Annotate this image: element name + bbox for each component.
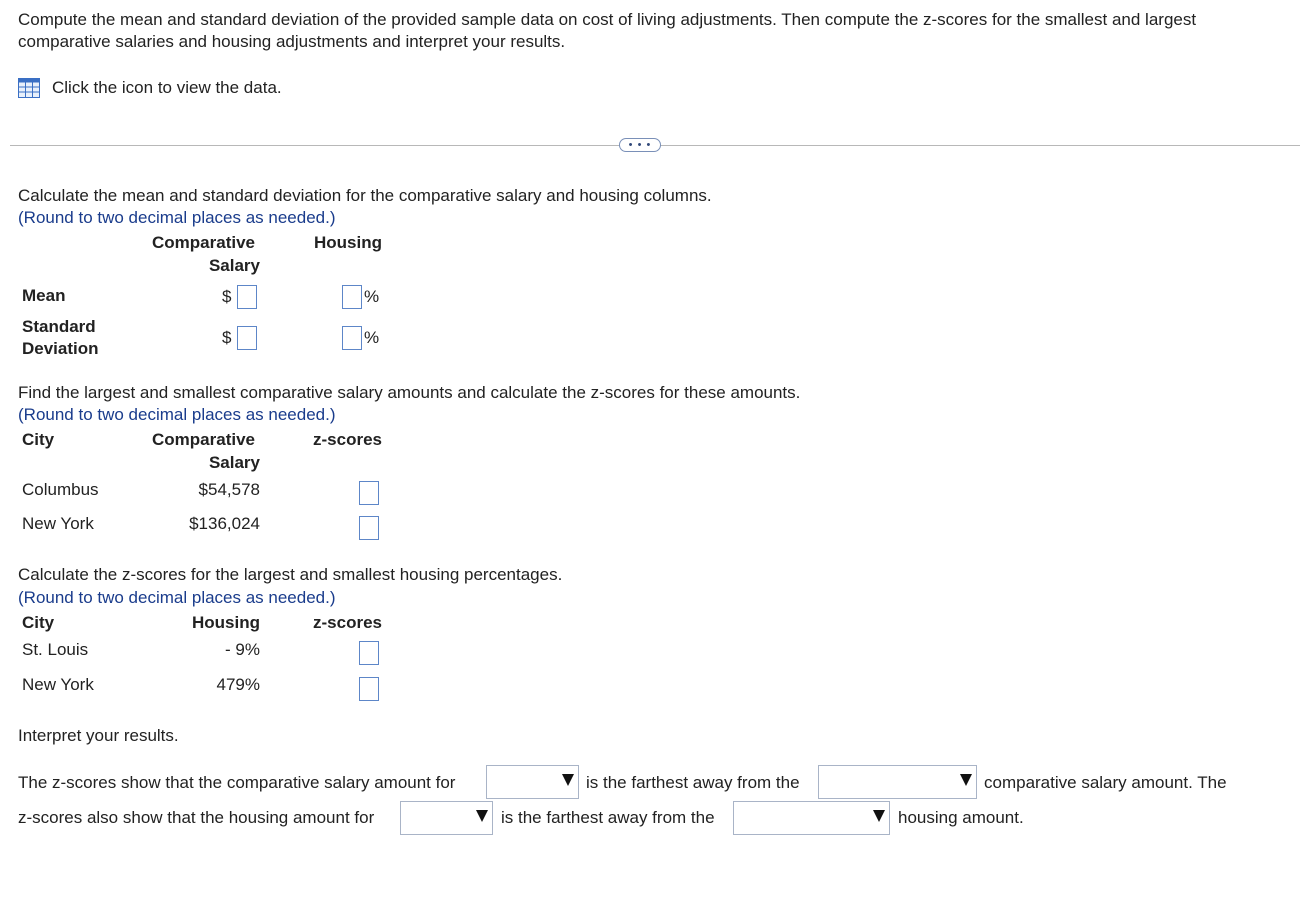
header-z-scores: z-scores [313, 430, 382, 449]
city-housing-dropdown[interactable] [400, 801, 493, 835]
header-salary: Salary [208, 256, 260, 275]
header-comparative: Comparative [152, 233, 255, 252]
zscore-salary-input-1[interactable] [359, 481, 379, 505]
header-housing: Housing [192, 613, 260, 632]
interpret-text-6: housing amount. [898, 808, 1024, 827]
interpret-text-2: is the farthest away from the [586, 773, 800, 792]
sd-salary-input[interactable] [237, 326, 257, 350]
section2-hint: (Round to two decimal places as needed.) [18, 405, 336, 424]
interpret-text-4: z-scores also show that the housing amount for [18, 808, 375, 827]
mean-percent-sign: % [364, 287, 380, 306]
question-prompt: Compute the mean and standard deviation of the provided sample data on cost of living adjustments. Then compute the z-scores for the smallest and largest comparative salaries and housing adjustments and interpret your results. [18, 10, 1197, 51]
interpret-text-1: The z-scores show that the comparative salary amount for [18, 773, 456, 792]
section3-instruction: Calculate the z-scores for the largest and smallest housing percentages. [18, 565, 563, 584]
row-sd-label-2: Deviation [22, 339, 99, 358]
sd-dollar-sign: $ [222, 328, 232, 347]
header-salary: Salary [208, 453, 260, 472]
housing-reference-dropdown[interactable] [733, 801, 890, 835]
zscore-housing-input-1[interactable] [359, 641, 379, 665]
interpret-text-5: is the farthest away from the [501, 808, 715, 827]
mean-dollar-sign: $ [222, 287, 232, 306]
interpret-label: Interpret your results. [18, 726, 179, 745]
section2-instruction: Find the largest and smallest comparative salary amounts and calculate the z-scores for these amounts. [18, 383, 801, 402]
header-city: City [22, 430, 55, 449]
table-row-salary: $136,024 [189, 514, 260, 533]
mean-salary-input[interactable] [237, 285, 257, 309]
zscore-salary-input-2[interactable] [359, 516, 379, 540]
row-mean-label: Mean [22, 286, 66, 305]
row-sd-label-1: Standard [22, 317, 96, 336]
section1-hint: (Round to two decimal places as needed.) [18, 208, 336, 227]
chevron-down-icon[interactable] [873, 810, 885, 822]
table-grid-icon[interactable] [18, 78, 40, 98]
header-z-scores: z-scores [313, 613, 382, 632]
table-row-housing: 479% [216, 675, 260, 694]
interpret-text-3: comparative salary amount. The [984, 773, 1227, 792]
section1-instruction: Calculate the mean and standard deviation for the comparative salary and housing columns. [18, 186, 712, 205]
table-row-housing: - 9% [225, 640, 260, 659]
header-comparative: Comparative [152, 430, 255, 449]
salary-reference-dropdown[interactable] [818, 765, 977, 799]
header-city: City [22, 613, 55, 632]
view-data-label[interactable]: Click the icon to view the data. [52, 78, 282, 97]
table-row-city: New York [22, 675, 94, 694]
chevron-down-icon[interactable] [960, 774, 972, 786]
sd-percent-sign: % [364, 328, 380, 347]
view-data-link[interactable] [18, 77, 282, 99]
table-row-city: Columbus [22, 480, 99, 499]
chevron-down-icon[interactable] [476, 810, 488, 822]
table-row-city: St. Louis [22, 640, 89, 659]
chevron-down-icon[interactable] [562, 774, 574, 786]
city-salary-dropdown[interactable] [486, 765, 579, 799]
zscore-housing-input-2[interactable] [359, 677, 379, 701]
mean-housing-input[interactable] [342, 285, 362, 309]
section3-hint: (Round to two decimal places as needed.) [18, 588, 336, 607]
table-row-city: New York [22, 514, 94, 533]
table-row-salary: $54,578 [198, 480, 260, 499]
sd-housing-input[interactable] [342, 326, 362, 350]
header-housing: Housing [314, 233, 382, 252]
more-options-button[interactable]: • • • [619, 138, 661, 152]
